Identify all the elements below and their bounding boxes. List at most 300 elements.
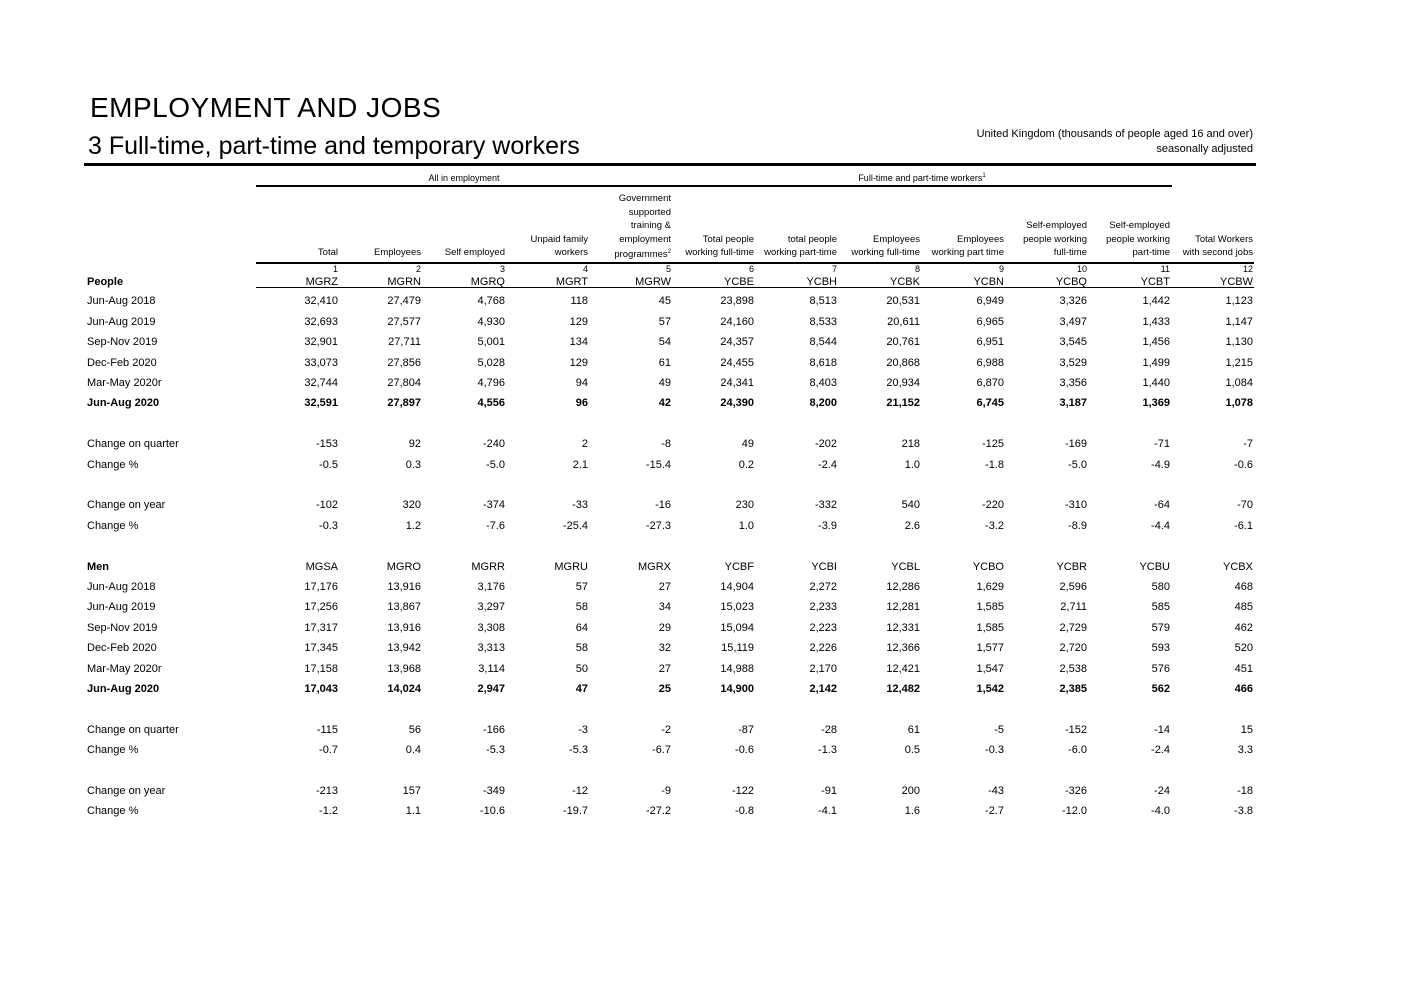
column-number: 2	[415, 264, 421, 274]
table-cell: -0.6	[1234, 459, 1253, 471]
table-cell: 3,176	[477, 581, 505, 593]
row-label: Change %	[87, 805, 139, 817]
row-label: Mar-May 2020r	[87, 663, 162, 675]
table-cell: 8,533	[809, 316, 837, 328]
table-cell: 2,142	[809, 683, 837, 695]
table-cell: YCBU	[1139, 561, 1170, 573]
table-cell: 24,341	[720, 377, 754, 389]
table-cell: 1.1	[405, 805, 421, 817]
table-cell: 1.6	[904, 805, 920, 817]
table-cell: 3.3	[1237, 744, 1253, 756]
table-cell: -0.3	[985, 744, 1004, 756]
table-cell: 320	[402, 499, 421, 511]
table-cell: 1,084	[1225, 377, 1253, 389]
table-cell: 17,158	[304, 663, 338, 675]
table-cell: -70	[1237, 499, 1253, 511]
table-cell: 61	[658, 357, 671, 369]
row-label: Dec-Feb 2020	[87, 642, 157, 654]
table-cell: MGRZ	[305, 276, 338, 288]
group-ft-pt-workers	[672, 173, 1172, 183]
table-cell: -87	[738, 724, 754, 736]
column-number: 1	[332, 264, 338, 274]
table-cell: 13,968	[387, 663, 421, 675]
table-cell: -4.9	[1151, 459, 1170, 471]
table-cell: 520	[1234, 642, 1253, 654]
group-ft-pt-note: 1	[982, 173, 986, 179]
group-rule	[256, 185, 1172, 187]
table-cell: 1,440	[1142, 377, 1170, 389]
column-header-line: working full-time	[685, 247, 754, 259]
table-cell: 3,313	[477, 642, 505, 654]
table-cell: 21,152	[886, 397, 920, 409]
table-cell: 14,904	[720, 581, 754, 593]
table-cell: MGRR	[471, 561, 505, 573]
table-cell: 14,900	[720, 683, 754, 695]
row-label: Dec-Feb 2020	[87, 357, 157, 369]
column-header-line: full-time	[1053, 247, 1087, 259]
column-header-line: Total	[317, 247, 338, 259]
table-cell: 1,456	[1142, 336, 1170, 348]
table-cell: -25.4	[562, 520, 588, 532]
table-cell: 580	[1151, 581, 1170, 593]
table-cell: 15,119	[721, 642, 754, 654]
column-number: 8	[914, 264, 920, 274]
table-cell: YCBN	[973, 276, 1004, 288]
table-cell: -6.7	[652, 744, 671, 756]
table-cell: -213	[315, 785, 338, 797]
table-cell: 3,497	[1059, 316, 1087, 328]
table-cell: 20,611	[887, 316, 920, 328]
table-cell: 6,949	[976, 295, 1004, 307]
table-cell: 157	[402, 785, 421, 797]
table-cell: 15	[1240, 724, 1253, 736]
table-cell: 562	[1151, 683, 1170, 695]
table-cell: 12,421	[886, 663, 920, 675]
column-header-line: Total people	[702, 233, 754, 245]
table-cell: -71	[1154, 438, 1170, 450]
table-cell: 1,585	[976, 622, 1004, 634]
table-cell: -18	[1237, 785, 1253, 797]
table-cell: 13,942	[387, 642, 421, 654]
table-cell: 1,577	[976, 642, 1004, 654]
column-header-line: working part time	[931, 247, 1004, 259]
table-cell: 576	[1151, 663, 1170, 675]
table-cell: 1,442	[1142, 295, 1170, 307]
table-cell: 462	[1234, 622, 1253, 634]
table-cell: -5	[994, 724, 1004, 736]
table-cell: 13,867	[387, 601, 421, 613]
table-cell: 15,023	[720, 601, 754, 613]
table-cell: 6,870	[976, 377, 1004, 389]
table-cell: 2.6	[904, 520, 920, 532]
table-cell: 17,043	[304, 683, 338, 695]
table-cell: -125	[981, 438, 1004, 450]
table-cell: 17,176	[304, 581, 338, 593]
table-cell: -326	[1064, 785, 1087, 797]
column-header-line: training &	[630, 220, 671, 232]
table-cell: -24	[1154, 785, 1170, 797]
table-cell: 32,901	[304, 336, 338, 348]
table-cell: 13,916	[387, 622, 421, 634]
table-cell: 3,326	[1059, 295, 1087, 307]
table-cell: 579	[1151, 622, 1170, 634]
table-cell: -15.4	[645, 459, 671, 471]
table-cell: 5,001	[477, 336, 505, 348]
table-cell: -7.6	[486, 520, 505, 532]
table-cell: 129	[569, 316, 588, 328]
table-cell: 29	[658, 622, 671, 634]
table-cell: -8	[661, 438, 671, 450]
column-number: 6	[748, 264, 754, 274]
table-cell: 1.2	[405, 520, 421, 532]
table-cell: 1,433	[1142, 316, 1170, 328]
table-cell: 12,331	[886, 622, 920, 634]
table-cell: 13,916	[387, 581, 421, 593]
table-cell: YCBQ	[1055, 276, 1087, 288]
table-cell: 8,544	[809, 336, 837, 348]
table-cell: -152	[1064, 724, 1087, 736]
column-number: 3	[499, 264, 505, 274]
table-cell: 3,545	[1059, 336, 1087, 348]
table-cell: 20,761	[886, 336, 920, 348]
table-cell: -2.4	[818, 459, 837, 471]
table-cell: 24,357	[720, 336, 754, 348]
table-cell: 3,114	[478, 663, 505, 675]
row-label: Change on quarter	[87, 724, 179, 736]
column-header-line: Self-employed	[1109, 220, 1170, 232]
table-cell: -4.4	[1151, 520, 1170, 532]
table-cell: 2,729	[1059, 622, 1087, 634]
table-cell: 58	[575, 642, 588, 654]
table-cell: 3,308	[477, 622, 505, 634]
column-header-line: Self-employed	[1026, 220, 1087, 232]
table-cell: -0.5	[319, 459, 338, 471]
table-cell: 42	[658, 397, 671, 409]
table-cell: -5.0	[486, 459, 505, 471]
table-cell: -33	[572, 499, 588, 511]
group-all-in-employment: All in employment	[428, 173, 500, 183]
table-cell: -43	[988, 785, 1004, 797]
table-cell: -153	[315, 438, 338, 450]
table-cell: 12,286	[886, 581, 920, 593]
table-cell: 4,796	[477, 377, 505, 389]
table-cell: 12,366	[886, 642, 920, 654]
table-cell: 2,711	[1060, 601, 1087, 613]
table-cell: 64	[575, 622, 588, 634]
table-cell: -310	[1064, 499, 1087, 511]
row-label: Sep-Nov 2019	[87, 622, 158, 634]
table-notes	[977, 127, 1253, 157]
column-header-line: with second jobs	[1182, 247, 1253, 259]
column-header-line: programmes$^2$	[614, 249, 671, 261]
table-cell: 2,947	[477, 683, 505, 695]
table-cell: 593	[1151, 642, 1170, 654]
table-cell: 6,745	[976, 397, 1004, 409]
table-cell: 96	[575, 397, 588, 409]
table-cell: YCBE	[724, 276, 754, 288]
table-cell: MGRW	[635, 276, 671, 288]
table-cell: 1,215	[1225, 357, 1253, 369]
table-cell: 4,930	[477, 316, 505, 328]
column-number: 4	[582, 264, 588, 274]
table-cell: 27,479	[387, 295, 421, 307]
title-rule	[84, 163, 1256, 166]
table-cell: -1.3	[818, 744, 837, 756]
column-header-line: employment	[619, 233, 671, 245]
table-cell: YCBH	[806, 276, 837, 288]
table-cell: 2,538	[1059, 663, 1087, 675]
table-cell: 8,200	[809, 397, 837, 409]
column-header-line: total people	[787, 233, 837, 245]
table-cell: -115	[316, 724, 338, 736]
table-cell: 8,513	[809, 295, 837, 307]
table-cell: -332	[814, 499, 837, 511]
row-label: Jun-Aug 2018	[87, 295, 156, 307]
table-cell: 57	[658, 316, 671, 328]
group-ft-pt-label: Full-time and part-time workers	[858, 173, 983, 183]
table-cell: -0.6	[735, 744, 754, 756]
table-cell: 6,965	[976, 316, 1004, 328]
table-cell: 2.1	[572, 459, 588, 471]
table-cell: 8,618	[809, 357, 837, 369]
table-cell: YCBR	[1056, 561, 1087, 573]
table-cell: 1,123	[1225, 295, 1253, 307]
table-cell: 4,556	[477, 397, 505, 409]
table-cell: -12	[572, 785, 588, 797]
table-cell: -3.2	[985, 520, 1004, 532]
table-cell: 1.0	[738, 520, 754, 532]
table-cell: MGRX	[638, 561, 671, 573]
table-cell: 585	[1151, 601, 1170, 613]
table-cell: -166	[482, 724, 505, 736]
table-cell: -6.1	[1234, 520, 1253, 532]
table-cell: -4.0	[1151, 805, 1170, 817]
table-cell: 1,078	[1225, 397, 1253, 409]
row-label: People	[87, 276, 124, 288]
table-cell: -3.8	[1234, 805, 1253, 817]
table-cell: MGRU	[554, 561, 588, 573]
table-cell: 118	[570, 295, 588, 307]
table-cell: 2,226	[809, 642, 837, 654]
table-cell: YCBX	[1223, 561, 1253, 573]
table-cell: 50	[575, 663, 588, 675]
table-cell: 1.0	[904, 459, 920, 471]
column-number: 10	[1076, 264, 1087, 274]
table-cell: 32,744	[304, 377, 338, 389]
table-cell: -16	[655, 499, 671, 511]
table-cell: 27,897	[387, 397, 421, 409]
table-cell: 3,356	[1059, 377, 1087, 389]
table-cell: -2.4	[1151, 744, 1170, 756]
table-cell: 8,403	[809, 377, 837, 389]
table-cell: 2	[581, 438, 588, 450]
column-header-line: supported	[628, 206, 671, 218]
table-cell: -0.7	[319, 744, 338, 756]
row-label: Change on quarter	[87, 438, 179, 450]
table-cell: 6,988	[976, 357, 1004, 369]
table-cell: 134	[569, 336, 588, 348]
table-cell: -27.3	[645, 520, 671, 532]
column-header-line: Employees	[957, 233, 1004, 245]
table-cell: 17,345	[304, 642, 338, 654]
adjust-note: seasonally adjusted	[1156, 143, 1253, 155]
column-header-line: working full-time	[851, 247, 920, 259]
column-header-line: people working	[1106, 233, 1170, 245]
table-cell: 12,281	[886, 601, 920, 613]
table-cell: -28	[821, 724, 837, 736]
table-cell: 24,390	[720, 397, 754, 409]
table-cell: -5.3	[569, 744, 588, 756]
column-header-line: Unpaid family	[530, 233, 588, 245]
geo-note: United Kingdom (thousands of people aged 16 and over)	[976, 128, 1253, 140]
table-cell: 3,297	[477, 601, 505, 613]
table-cell: -169	[1064, 438, 1087, 450]
table-cell: -4.1	[818, 805, 837, 817]
table-cell: -374	[482, 499, 505, 511]
table-cell: 2,170	[809, 663, 837, 675]
table-cell: 17,317	[304, 622, 338, 634]
column-header-line: Employees	[873, 233, 920, 245]
table-cell: 6,951	[976, 336, 1004, 348]
table-cell: 218	[901, 438, 920, 450]
row-label: Change %	[87, 520, 139, 532]
table-title: 3 Full-time, part-time and temporary workers	[88, 132, 580, 160]
table-cell: -5.0	[1068, 459, 1087, 471]
table-cell: 61	[907, 724, 920, 736]
table-cell: -102	[315, 499, 338, 511]
row-label: Sep-Nov 2019	[87, 336, 158, 348]
table-cell: 2,720	[1059, 642, 1087, 654]
table-cell: 15,094	[720, 622, 754, 634]
table-cell: 4,768	[477, 295, 505, 307]
row-label: Change on year	[87, 499, 166, 511]
table-cell: -202	[814, 438, 837, 450]
table-cell: 2,233	[809, 601, 837, 613]
table-cell: 20,868	[886, 357, 920, 369]
table-cell: 468	[1234, 581, 1253, 593]
table-cell: 49	[741, 438, 754, 450]
table-cell: 27	[658, 663, 671, 675]
table-cell: -27.2	[645, 805, 671, 817]
table-cell: -1.2	[319, 805, 338, 817]
table-cell: 451	[1234, 663, 1253, 675]
table-cell: -5.3	[486, 744, 505, 756]
table-cell: -122	[731, 785, 754, 797]
table-cell: 17,256	[304, 601, 338, 613]
table-cell: YCBI	[811, 561, 837, 573]
table-cell: 27,711	[388, 336, 421, 348]
table-cell: MGRT	[555, 276, 588, 288]
table-cell: 1,585	[976, 601, 1004, 613]
row-label: Change %	[87, 459, 139, 471]
table-cell: 34	[658, 601, 671, 613]
column-header-line: Total Workers	[1195, 233, 1253, 245]
table-cell: YCBL	[891, 561, 920, 573]
table-cell: -1.8	[985, 459, 1004, 471]
row-label: Jun-Aug 2020	[87, 683, 160, 695]
table-cell: 20,531	[886, 295, 920, 307]
row-label: Jun-Aug 2020	[87, 397, 160, 409]
table-cell: 1,499	[1142, 357, 1170, 369]
table-cell: -9	[661, 785, 671, 797]
table-cell: YCBF	[724, 561, 754, 573]
table-cell: 24,455	[720, 357, 754, 369]
table-cell: 27	[658, 581, 671, 593]
table-cell: 94	[575, 377, 588, 389]
row-label: Change on year	[87, 785, 166, 797]
row-label: Change %	[87, 744, 139, 756]
table-cell: 45	[658, 295, 671, 307]
table-cell: 1,147	[1225, 316, 1253, 328]
table-cell: 1,369	[1142, 397, 1170, 409]
table-cell: 200	[901, 785, 920, 797]
table-cell: -91	[821, 785, 837, 797]
table-cell: 56	[408, 724, 421, 736]
table-cell: -349	[482, 785, 505, 797]
table-cell: 1,130	[1225, 336, 1253, 348]
column-header-line: part-time	[1132, 247, 1170, 259]
table-cell: 24,160	[720, 316, 754, 328]
table-cell: 2,223	[809, 622, 837, 634]
table-cell: 2,272	[809, 581, 837, 593]
table-cell: 1,542	[976, 683, 1004, 695]
table-cell: MGRO	[386, 561, 421, 573]
table-cell: MGRQ	[470, 276, 505, 288]
table-cell: 57	[575, 581, 588, 593]
table-cell: 47	[575, 683, 588, 695]
table-cell: 485	[1234, 601, 1253, 613]
column-header-line: Self employed	[444, 247, 505, 259]
table-cell: 92	[408, 438, 421, 450]
table-cell: MGSA	[305, 561, 338, 573]
table-cell: 0.4	[405, 744, 421, 756]
table-cell: 0.3	[405, 459, 421, 471]
table-cell: 129	[569, 357, 588, 369]
table-cell: 23,898	[720, 295, 754, 307]
table-cell: 58	[575, 601, 588, 613]
column-number: 12	[1242, 264, 1253, 274]
column-number: 7	[831, 264, 837, 274]
table-cell: 54	[658, 336, 671, 348]
table-cell: -220	[981, 499, 1004, 511]
table-cell: 32,693	[304, 316, 338, 328]
table-cell: 27,856	[387, 357, 421, 369]
column-header-12	[1143, 233, 1253, 260]
table-cell: YCBK	[890, 276, 920, 288]
table-cell: -12.0	[1061, 805, 1087, 817]
table-cell: -7	[1243, 438, 1253, 450]
table-cell: 12,482	[886, 683, 920, 695]
column-header-line: Government	[618, 193, 671, 204]
table-cell: 25	[658, 683, 671, 695]
table-cell: -19.7	[562, 805, 588, 817]
table-cell: YCBW	[1220, 276, 1253, 288]
table-cell: 466	[1234, 683, 1253, 695]
table-cell: -240	[482, 438, 505, 450]
row-label: Men	[87, 561, 109, 573]
table-cell: 0.2	[738, 459, 754, 471]
row-label: Jun-Aug 2019	[87, 601, 156, 613]
table-cell: -10.6	[479, 805, 505, 817]
table-cell: -2.7	[985, 805, 1004, 817]
table-cell: 3,529	[1059, 357, 1087, 369]
table-cell: MGRN	[387, 276, 421, 288]
table-cell: YCBO	[972, 561, 1004, 573]
column-number: 9	[998, 264, 1004, 274]
table-cell: -14	[1154, 724, 1170, 736]
table-cell: 20,934	[886, 377, 920, 389]
table-cell: 32,591	[304, 397, 338, 409]
